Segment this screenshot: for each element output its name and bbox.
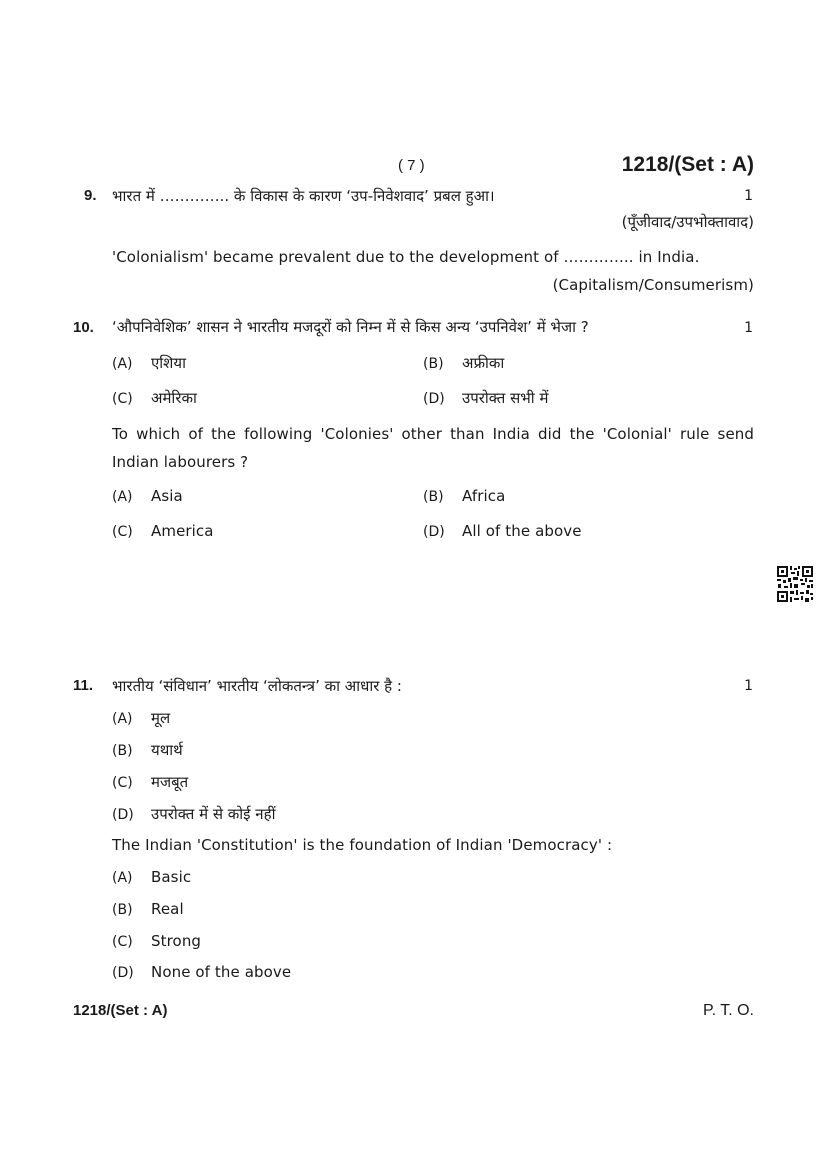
question-10-english: To which of the following 'Colonies' other than India did the 'Colonial' rule send Indian labourers ? bbox=[112, 425, 754, 471]
option-letter: (B) bbox=[112, 902, 133, 918]
question-10-hindi: ‘औपनिवेशिक’ शासन ने भारतीय मजदूरों को निम्न में से किस अन्य ‘उपनिवेश’ में भेजा ? bbox=[112, 318, 589, 336]
question-10-hindi-option-a: एशिया bbox=[151, 354, 186, 372]
question-11-hindi-option-b: यथार्थ bbox=[151, 741, 183, 759]
question-11-english-option-d: None of the above bbox=[151, 963, 292, 981]
question-11-marks: 1 bbox=[744, 678, 753, 694]
option-letter: (C) bbox=[112, 934, 133, 950]
question-10-english-option-b: Africa bbox=[462, 487, 506, 505]
question-11-hindi-option-d: उपरोक्त में से कोई नहीं bbox=[151, 805, 276, 823]
qr-code-icon bbox=[776, 565, 814, 603]
option-letter: (A) bbox=[112, 489, 133, 505]
option-letter: (D) bbox=[423, 391, 445, 407]
option-letter: (C) bbox=[112, 391, 133, 407]
question-10-english-option-c: America bbox=[151, 522, 214, 540]
question-10-hindi-option-d: उपरोक्त सभी में bbox=[462, 389, 549, 407]
option-letter: (D) bbox=[423, 524, 445, 540]
option-letter: (B) bbox=[423, 356, 444, 372]
option-letter: (B) bbox=[112, 743, 133, 759]
question-10-english-option-d: All of the above bbox=[462, 522, 582, 540]
question-10-hindi-option-c: अमेरिका bbox=[151, 389, 197, 407]
option-letter: (D) bbox=[112, 965, 134, 981]
option-letter: (A) bbox=[112, 870, 133, 886]
question-9-hindi: भारत में ………….. के विकास के कारण ‘उप-निवेशवाद’ प्रबल हुआ। bbox=[112, 187, 495, 205]
question-11-hindi-option-c: मजबूत bbox=[151, 773, 189, 791]
question-11-english-option-c: Strong bbox=[151, 932, 202, 950]
footer-paper-code: 1218/(Set : A) bbox=[73, 1002, 168, 1019]
question-11-english: The Indian 'Constitution' is the foundation of Indian 'Democracy' : bbox=[112, 836, 613, 854]
question-9-english-hint: (Capitalism/Consumerism) bbox=[552, 276, 754, 294]
question-9-number: 9. bbox=[84, 187, 97, 204]
question-11-number: 11. bbox=[73, 677, 94, 694]
option-letter: (D) bbox=[112, 807, 134, 823]
question-11-english-option-a: Basic bbox=[151, 868, 192, 886]
question-10-hindi-option-b: अफ्रीका bbox=[462, 354, 505, 372]
option-letter: (A) bbox=[112, 356, 133, 372]
option-letter: (A) bbox=[112, 711, 133, 727]
pto-label: P. T. O. bbox=[703, 1002, 754, 1019]
question-11-hindi: भारतीय ‘संविधान’ भारतीय ‘लोकतन्त्र’ का आधार है : bbox=[112, 677, 402, 695]
question-11-english-option-b: Real bbox=[151, 900, 184, 918]
question-10-english-option-a: Asia bbox=[151, 487, 183, 505]
option-letter: (C) bbox=[112, 524, 133, 540]
question-9-english: 'Colonialism' became prevalent due to the development of ………….. in India. bbox=[112, 248, 700, 266]
page-number: ( 7 ) bbox=[398, 157, 425, 174]
option-letter: (C) bbox=[112, 775, 133, 791]
header-paper-code: 1218/(Set : A) bbox=[621, 153, 754, 176]
question-10-marks: 1 bbox=[744, 320, 753, 336]
question-11-hindi-option-a: मूल bbox=[151, 709, 171, 727]
question-10-number: 10. bbox=[73, 319, 94, 336]
question-9-marks: 1 bbox=[744, 188, 753, 204]
question-9-hindi-hint: (पूँजीवाद/उपभोक्तावाद) bbox=[621, 213, 754, 231]
option-letter: (B) bbox=[423, 489, 444, 505]
